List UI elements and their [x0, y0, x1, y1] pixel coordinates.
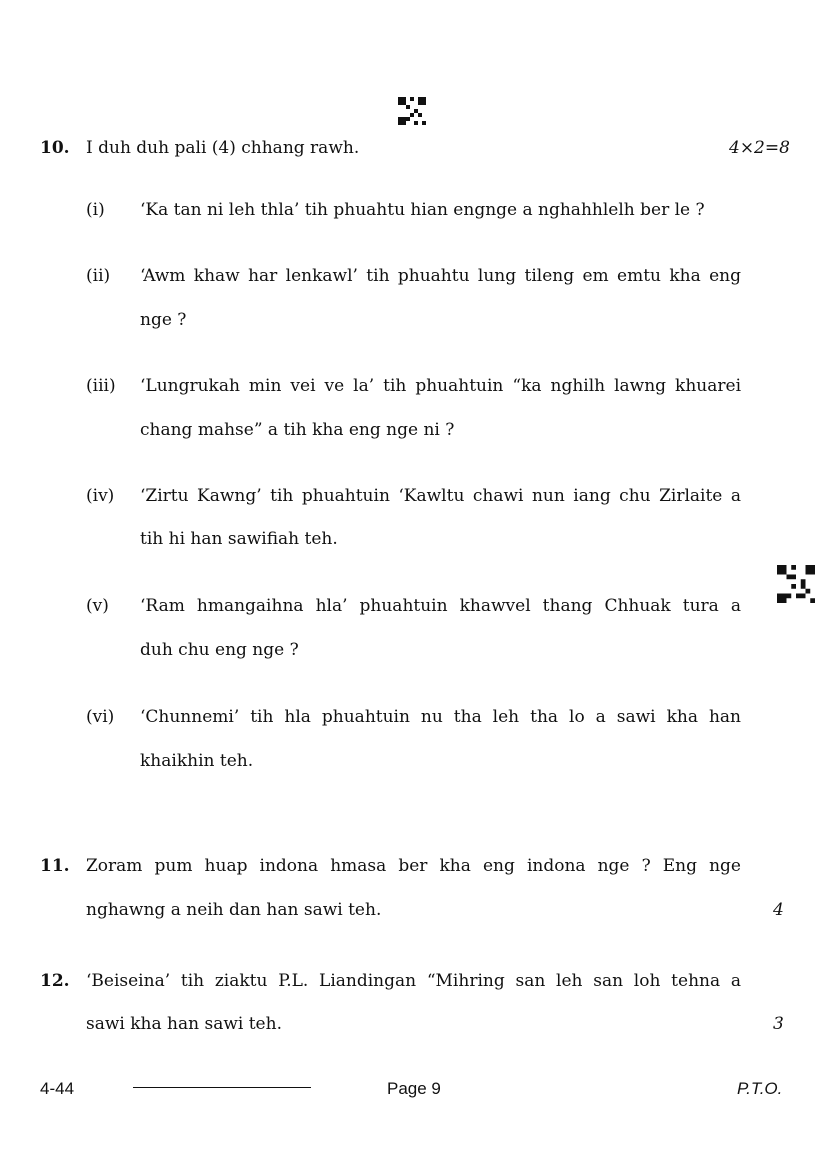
footer-page-number: Page 9: [387, 1079, 441, 1098]
item-vi-line-2: khaikhin teh.: [140, 751, 254, 771]
qr-code-top: [398, 97, 426, 125]
item-iii-line-1: ‘Lungrukah min vei ve la’ tih phuahtuin “ka nghilh lawng khuarei: [140, 376, 741, 396]
item-ii-line-2: nge ?: [140, 310, 187, 330]
question-11-number: 11.: [40, 856, 70, 876]
question-10-marks: 4×2=8: [729, 138, 790, 158]
item-iii-line-2: chang mahse” a tih kha eng nge ni ?: [140, 420, 455, 440]
question-12-number: 12.: [40, 971, 70, 991]
item-iv-label: (iv): [86, 486, 115, 506]
item-v-line-2: duh chu eng nge ?: [140, 640, 299, 660]
footer-rule: [133, 1087, 311, 1088]
footer-code: 4-44: [40, 1079, 75, 1098]
item-i-line-1: ‘Ka tan ni leh thla’ tih phuahtu hian engnge a nghahhlelh ber le ?: [140, 200, 705, 220]
item-vi-label: (vi): [86, 707, 115, 727]
question-11-line-1: Zoram pum huap indona hmasa ber kha eng indona nge ? Eng nge: [86, 856, 741, 876]
item-v-line-1: ‘Ram hmangaihna hla’ phuahtuin khawvel thang Chhuak tura a: [140, 596, 741, 616]
qr-code-side: [776, 565, 816, 603]
item-ii-label: (ii): [86, 266, 111, 286]
question-10-instruction: I duh duh pali (4) chhang rawh.: [86, 138, 360, 158]
item-vi-line-1: ‘Chunnemi’ tih hla phuahtuin nu tha leh tha lo a sawi kha han: [140, 707, 741, 727]
item-iii-label: (iii): [86, 376, 116, 396]
item-iv-line-2: tih hi han sawifiah teh.: [140, 529, 338, 549]
question-12-line-1: ‘Beiseina’ tih ziaktu P.L. Liandingan “Mihring san leh san loh tehna a: [86, 971, 741, 991]
question-10-number: 10.: [40, 138, 70, 158]
item-iv-line-1: ‘Zirtu Kawng’ tih phuahtuin ‘Kawltu chawi nun iang chu Zirlaite a: [140, 486, 741, 506]
footer-pto: P.T.O.: [737, 1079, 783, 1098]
item-ii-line-1: ‘Awm khaw har lenkawl’ tih phuahtu lung tileng em emtu kha eng: [140, 266, 741, 286]
question-11-marks: 4: [773, 900, 784, 920]
question-11-line-2: nghawng a neih dan han sawi teh.: [86, 900, 382, 920]
question-12-line-2: sawi kha han sawi teh.: [86, 1014, 282, 1034]
item-i-label: (i): [86, 200, 105, 220]
item-v-label: (v): [86, 596, 109, 616]
question-12-marks: 3: [773, 1014, 784, 1034]
